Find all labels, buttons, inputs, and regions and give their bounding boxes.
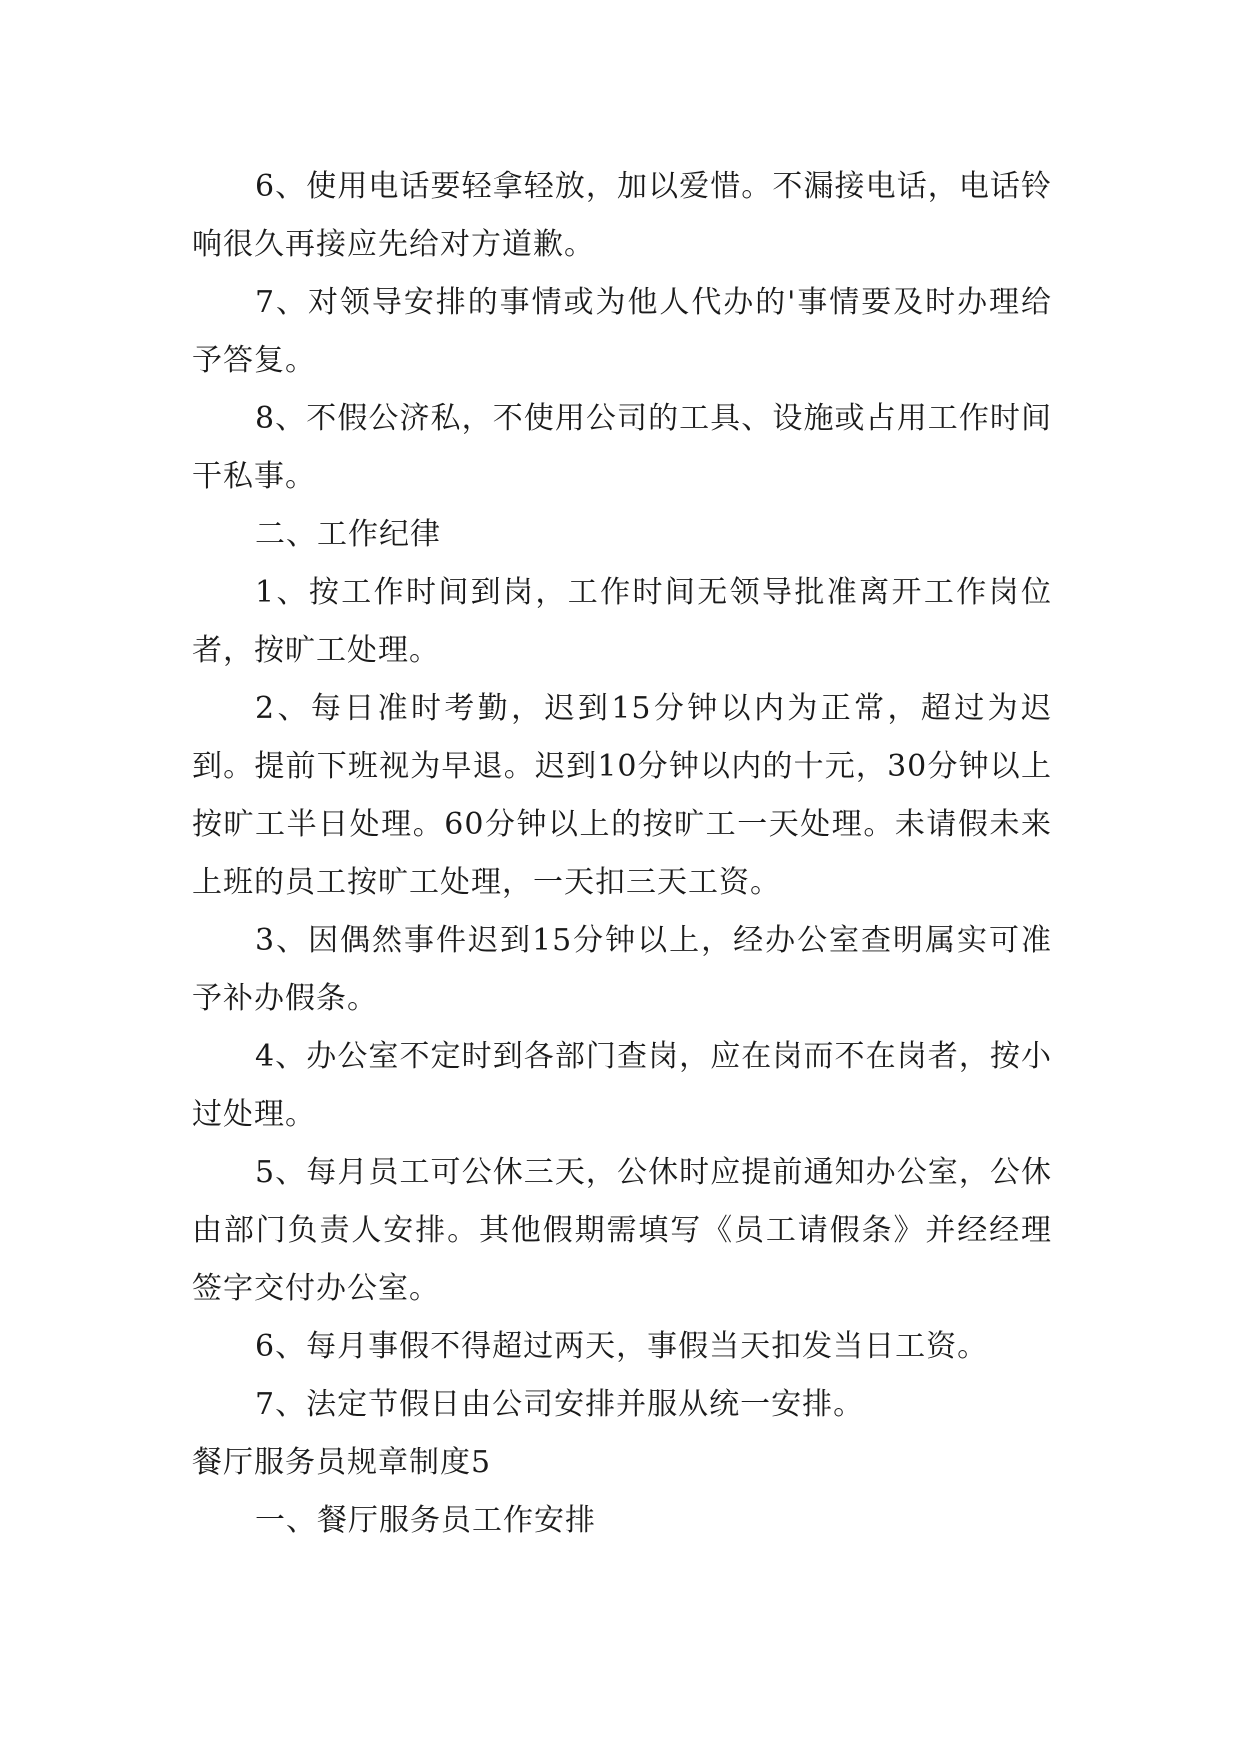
section-heading-waiter-duties: 一、餐厅服务员工作安排: [255, 1503, 596, 1538]
section-heading-work-discipline: 二、工作纪律: [255, 517, 441, 552]
paragraph-phone-etiquette: 6、使用电话要轻拿轻放，加以爱惜。不漏接电话，电话铃响很久再接应先给对方道歉。: [192, 169, 1052, 262]
paragraph-attendance-on-time: 1、按工作时间到岗，工作时间无领导批准离开工作岗位者，按旷工处理。: [192, 575, 1052, 668]
paragraph-timely-reply: 7、对领导安排的事情或为他人代办的'事情要及时办理给予答复。: [192, 285, 1052, 378]
paragraph-public-holidays: 7、法定节假日由公司安排并服从统一安排。: [255, 1387, 865, 1422]
paragraph-personal-leave: 6、每月事假不得超过两天，事假当天扣发当日工资。: [255, 1329, 989, 1364]
paragraph-no-private-use: 8、不假公济私，不使用公司的工具、设施或占用工作时间干私事。: [192, 401, 1052, 494]
paragraph-post-inspection: 4、办公室不定时到各部门查岗，应在岗而不在岗者，按小过处理。: [192, 1039, 1052, 1132]
paragraph-accidental-lateness: 3、因偶然事件迟到15分钟以上，经办公室查明属实可准予补办假条。: [192, 923, 1052, 1016]
document-body: [192, 158, 1052, 1550]
paragraph-monthly-rest-days: 5、每月员工可公休三天，公休时应提前通知办公室，公休由部门负责人安排。其他假期需填写《员工请假条》并经经理签字交付办公室。: [192, 1155, 1052, 1306]
document-section-title: 餐厅服务员规章制度5: [192, 1445, 492, 1480]
paragraph-lateness-rules: 2、每日准时考勤，迟到15分钟以内为正常，超过为迟到。提前下班视为早退。迟到10分钟以内的十元，30分钟以上按旷工半日处理。60分钟以上的按旷工一天处理。未请假未来上班的员工按旷工处理，一天扣三天工资。: [192, 691, 1052, 900]
